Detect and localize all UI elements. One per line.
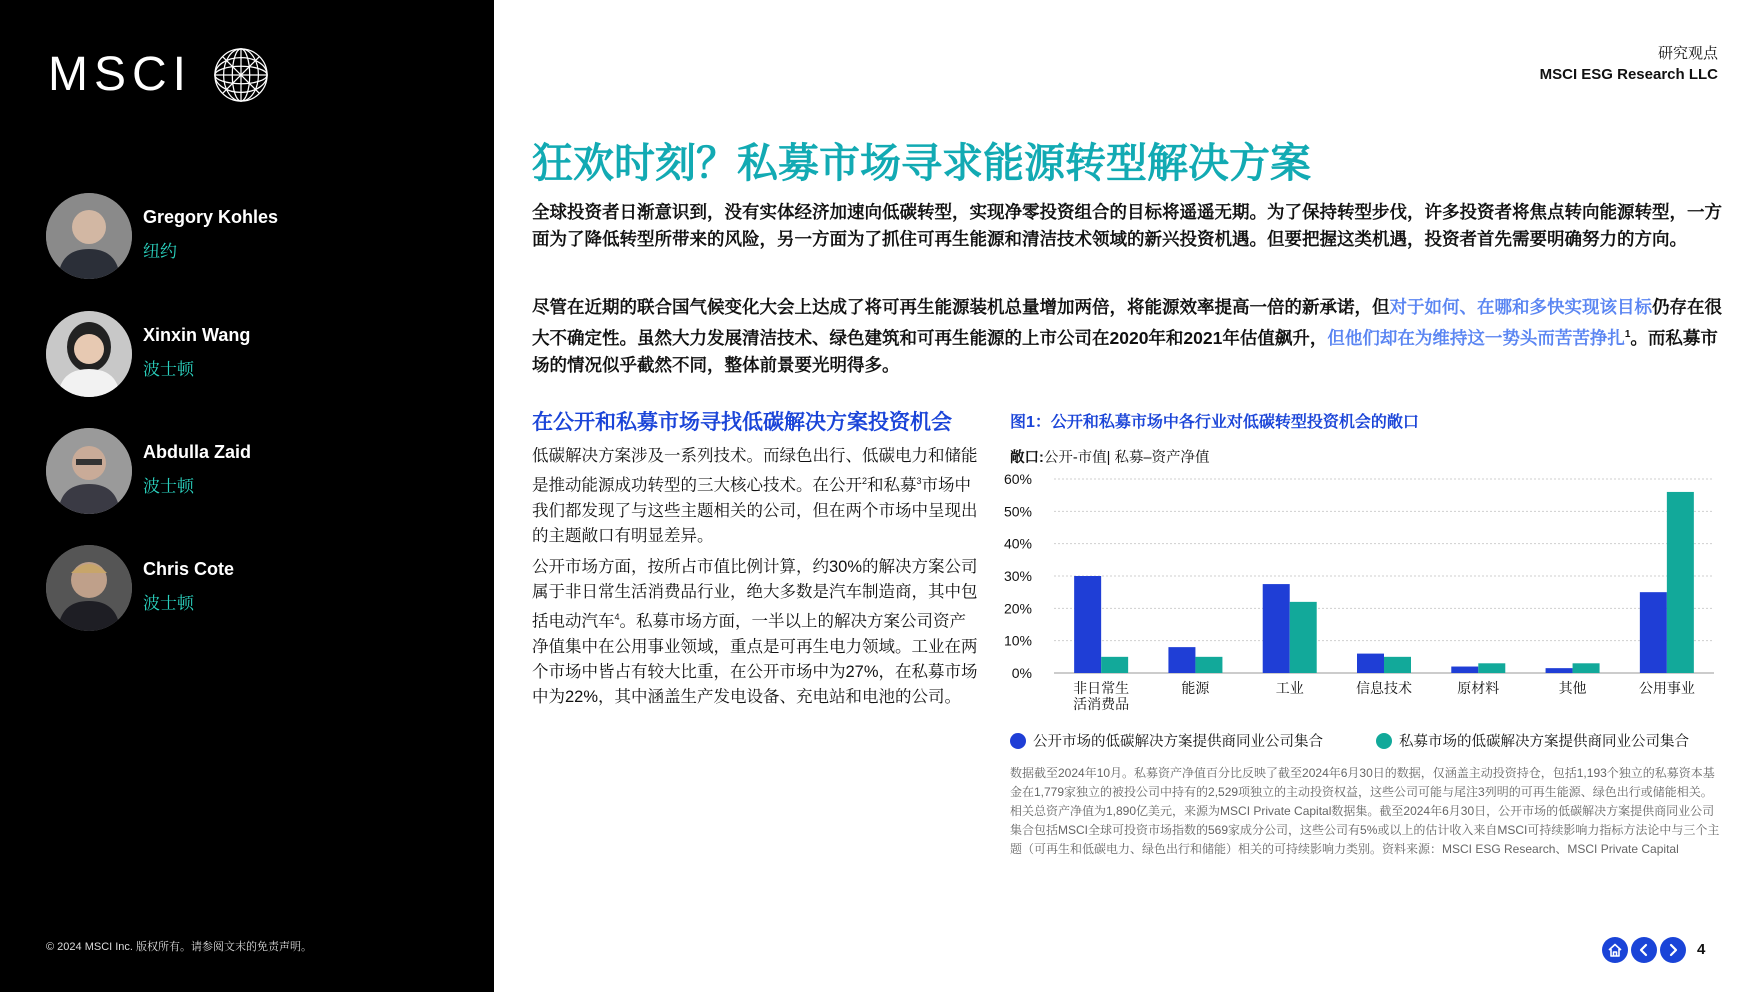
- copyright-notice: © 2024 MSCI Inc. 版权所有。请参阅文末的免责声明。: [46, 941, 313, 953]
- x-tick-label: 信息技术: [1356, 680, 1412, 696]
- author-city: 波士顿: [143, 594, 194, 613]
- chevron-right-icon: [1665, 942, 1681, 958]
- bar-chart: [1004, 465, 1724, 720]
- sidebar: [0, 0, 494, 992]
- intro-paragraph-2: [532, 294, 1722, 379]
- y-tick-label: 60%: [1004, 471, 1032, 487]
- bar: [1478, 663, 1505, 673]
- legend-item: [1376, 730, 1689, 751]
- subtitle-label: 敞口:: [1010, 450, 1044, 466]
- bar: [1546, 668, 1573, 673]
- chevron-left-icon: [1636, 942, 1652, 958]
- page-title: 狂欢时刻？私募市场寻求能源转型解决方案: [532, 140, 1311, 186]
- doc-header: [1540, 42, 1718, 83]
- author-photo: [46, 545, 132, 631]
- text-run: 和私募: [867, 476, 917, 495]
- section-title: 在公开和私募市场寻找低碳解决方案投资机会: [532, 411, 952, 434]
- y-tick-label: 10%: [1004, 632, 1032, 649]
- bar: [1573, 663, 1600, 673]
- legend-label: 公开市场的低碳解决方案提供商同业公司集合: [1033, 734, 1323, 750]
- bar: [1640, 592, 1667, 673]
- x-tick-label: 公用事业: [1638, 680, 1695, 696]
- home-icon: [1607, 942, 1623, 958]
- bar: [1101, 657, 1128, 673]
- figure-subtitle: [1010, 446, 1210, 467]
- text-run: 仍存在很大不确定性。虽然大力发展清洁技术、绿色建筑和可再生能源的上市公司在2020年和2021年估值飙升，: [532, 297, 1722, 348]
- author-city: 波士顿: [143, 360, 194, 379]
- legend-swatch: [1010, 733, 1026, 749]
- text-run: 市场中我们都发现了与这些主题相关的公司，但在两个市场中呈现出的主题敞口有明显差异。: [532, 476, 978, 545]
- subtitle-text: 公开-市值| 私募–资产净值: [1043, 450, 1210, 466]
- author-photo: [46, 193, 132, 279]
- text-run: 。私募市场方面，一半以上的解决方案公司资产净值集中在公用事业领域，重点是可再生电力领域。工业在两个市场中皆占有较大比重，在公开市场中为27%，在私募市场中为22%，其中涵盖生产发电设备、充电站和电池的公司。: [532, 612, 978, 706]
- author-photo: [46, 311, 132, 397]
- author-name: Xinxin Wang: [143, 325, 251, 345]
- body-paragraph: [532, 555, 982, 710]
- bar: [1168, 647, 1195, 673]
- text-run: 公开市场方面，按所占市值比例计算，约30%的解决方案公司属于非日常生活消费品行业，绝大多数是汽车制造商，其中包括电动汽车: [532, 558, 978, 631]
- footnote-ref: 4: [614, 612, 620, 622]
- inline-link[interactable]: 但他们却在为维持这一势头而苦苦挣扎: [1327, 327, 1625, 348]
- author-name: Chris Cote: [143, 559, 235, 579]
- bar: [1451, 667, 1478, 673]
- globe-icon: [212, 46, 270, 104]
- y-tick-label: 40%: [1004, 535, 1032, 552]
- inline-link[interactable]: 对于如何、在哪和多快实现该目标: [1389, 297, 1652, 317]
- author-photo: [46, 428, 132, 514]
- author-city: 波士顿: [143, 477, 194, 496]
- x-tick-label: 其他: [1558, 680, 1587, 696]
- bar: [1667, 492, 1694, 673]
- home-button[interactable]: [1602, 937, 1628, 963]
- msci-logo[interactable]: [48, 46, 270, 104]
- doc-category: 研究观点: [1657, 45, 1718, 62]
- y-tick-label: 20%: [1004, 600, 1032, 617]
- x-tick-label: 原材料: [1457, 680, 1500, 696]
- author-city: 纽约: [143, 242, 177, 261]
- bar: [1357, 654, 1384, 673]
- footnote-ref: 1: [1624, 329, 1631, 340]
- bar: [1384, 657, 1411, 673]
- body-paragraph: [532, 444, 982, 549]
- x-tick-label: 活消费品: [1073, 696, 1130, 712]
- text-run: 尽管在近期的联合国气候变化大会上达成了将可再生能源装机总量增加两倍，将能源效率提高一倍的新承诺，但: [532, 297, 1390, 317]
- x-tick-label: 能源: [1181, 680, 1210, 696]
- y-tick-label: 50%: [1004, 503, 1032, 520]
- footnote-ref: 3: [916, 476, 922, 486]
- bar: [1263, 584, 1290, 673]
- legend-item: [1010, 730, 1323, 751]
- legend-label: 私募市场的低碳解决方案提供商同业公司集合: [1399, 734, 1689, 750]
- figure-title: 图1：公开和私募市场中各行业对低碳转型投资机会的敞口: [1010, 414, 1419, 431]
- next-page-button[interactable]: [1660, 937, 1686, 963]
- author-card: [46, 193, 466, 283]
- y-tick-label: 30%: [1004, 568, 1032, 584]
- logo-wordmark: MSCI: [48, 48, 192, 101]
- author-card: [46, 311, 466, 401]
- bar: [1290, 602, 1317, 673]
- text-run: 。而私募市场的情况似乎截然不同，整体前景要光明得多。: [532, 327, 1718, 375]
- bar: [1195, 657, 1222, 673]
- bar: [1074, 576, 1101, 673]
- x-tick-label: 工业: [1275, 680, 1304, 696]
- author-card: [46, 428, 466, 518]
- text-run: 低碳解决方案涉及一系列技术。而绿色出行、低碳电力和储能是推动能源成功转型的三大核心技术。在公开: [532, 447, 978, 495]
- footnote-ref: 2: [862, 476, 868, 486]
- author-card: [46, 545, 466, 635]
- y-tick-label: 0%: [1011, 665, 1032, 681]
- previous-page-button[interactable]: [1631, 937, 1657, 963]
- author-name: Abdulla Zaid: [143, 442, 251, 462]
- page-number: 4: [1697, 941, 1706, 958]
- author-name: Gregory Kohles: [143, 207, 279, 227]
- legend-swatch: [1376, 733, 1392, 749]
- doc-company: MSCI ESG Research LLC: [1539, 66, 1718, 83]
- x-tick-label: 非日常生: [1073, 680, 1130, 696]
- intro-paragraph: 全球投资者日渐意识到，没有实体经济加速向低碳转型，实现净零投资组合的目标将遥遥无期。为了保持转型步伐，许多投资者将焦点转向能源转型，一方面为了降低转型所带来的风险，另一方面为了抓住可再生能源和清洁技术领域的新兴投资机遇。但要把握这类机遇，投资者首先需要明确努力的方向。: [532, 202, 1722, 249]
- figure-note: 数据截至2024年10月。私募资产净值百分比反映了截至2024年6月30日的数据，仅涵盖主动投资持仓，包括1,193个独立的私募资本基金在1,779家独立的被投公司中持有的2,529项独立的主动投资权益，这些公司可能与尾注3列明的可再生能源、绿色出行或储能相关。相关总资产净值为1,890亿美元，来源为MSCI Private Capital数据集。截至2024年6月30日，公开市场的低碳解决方案提供商同业公司集合包括MSCI全球可投资市场指数的569家成分公司，这些公司有5%或以上的估计收入来自MSCI可持续影响力指标方法论中与三个主题（可再生和低碳电力、绿色出行和储能）相关的可持续影响力类别。资料来源：MSCI ESG Research、MSCI Private Capital: [1010, 766, 1720, 856]
